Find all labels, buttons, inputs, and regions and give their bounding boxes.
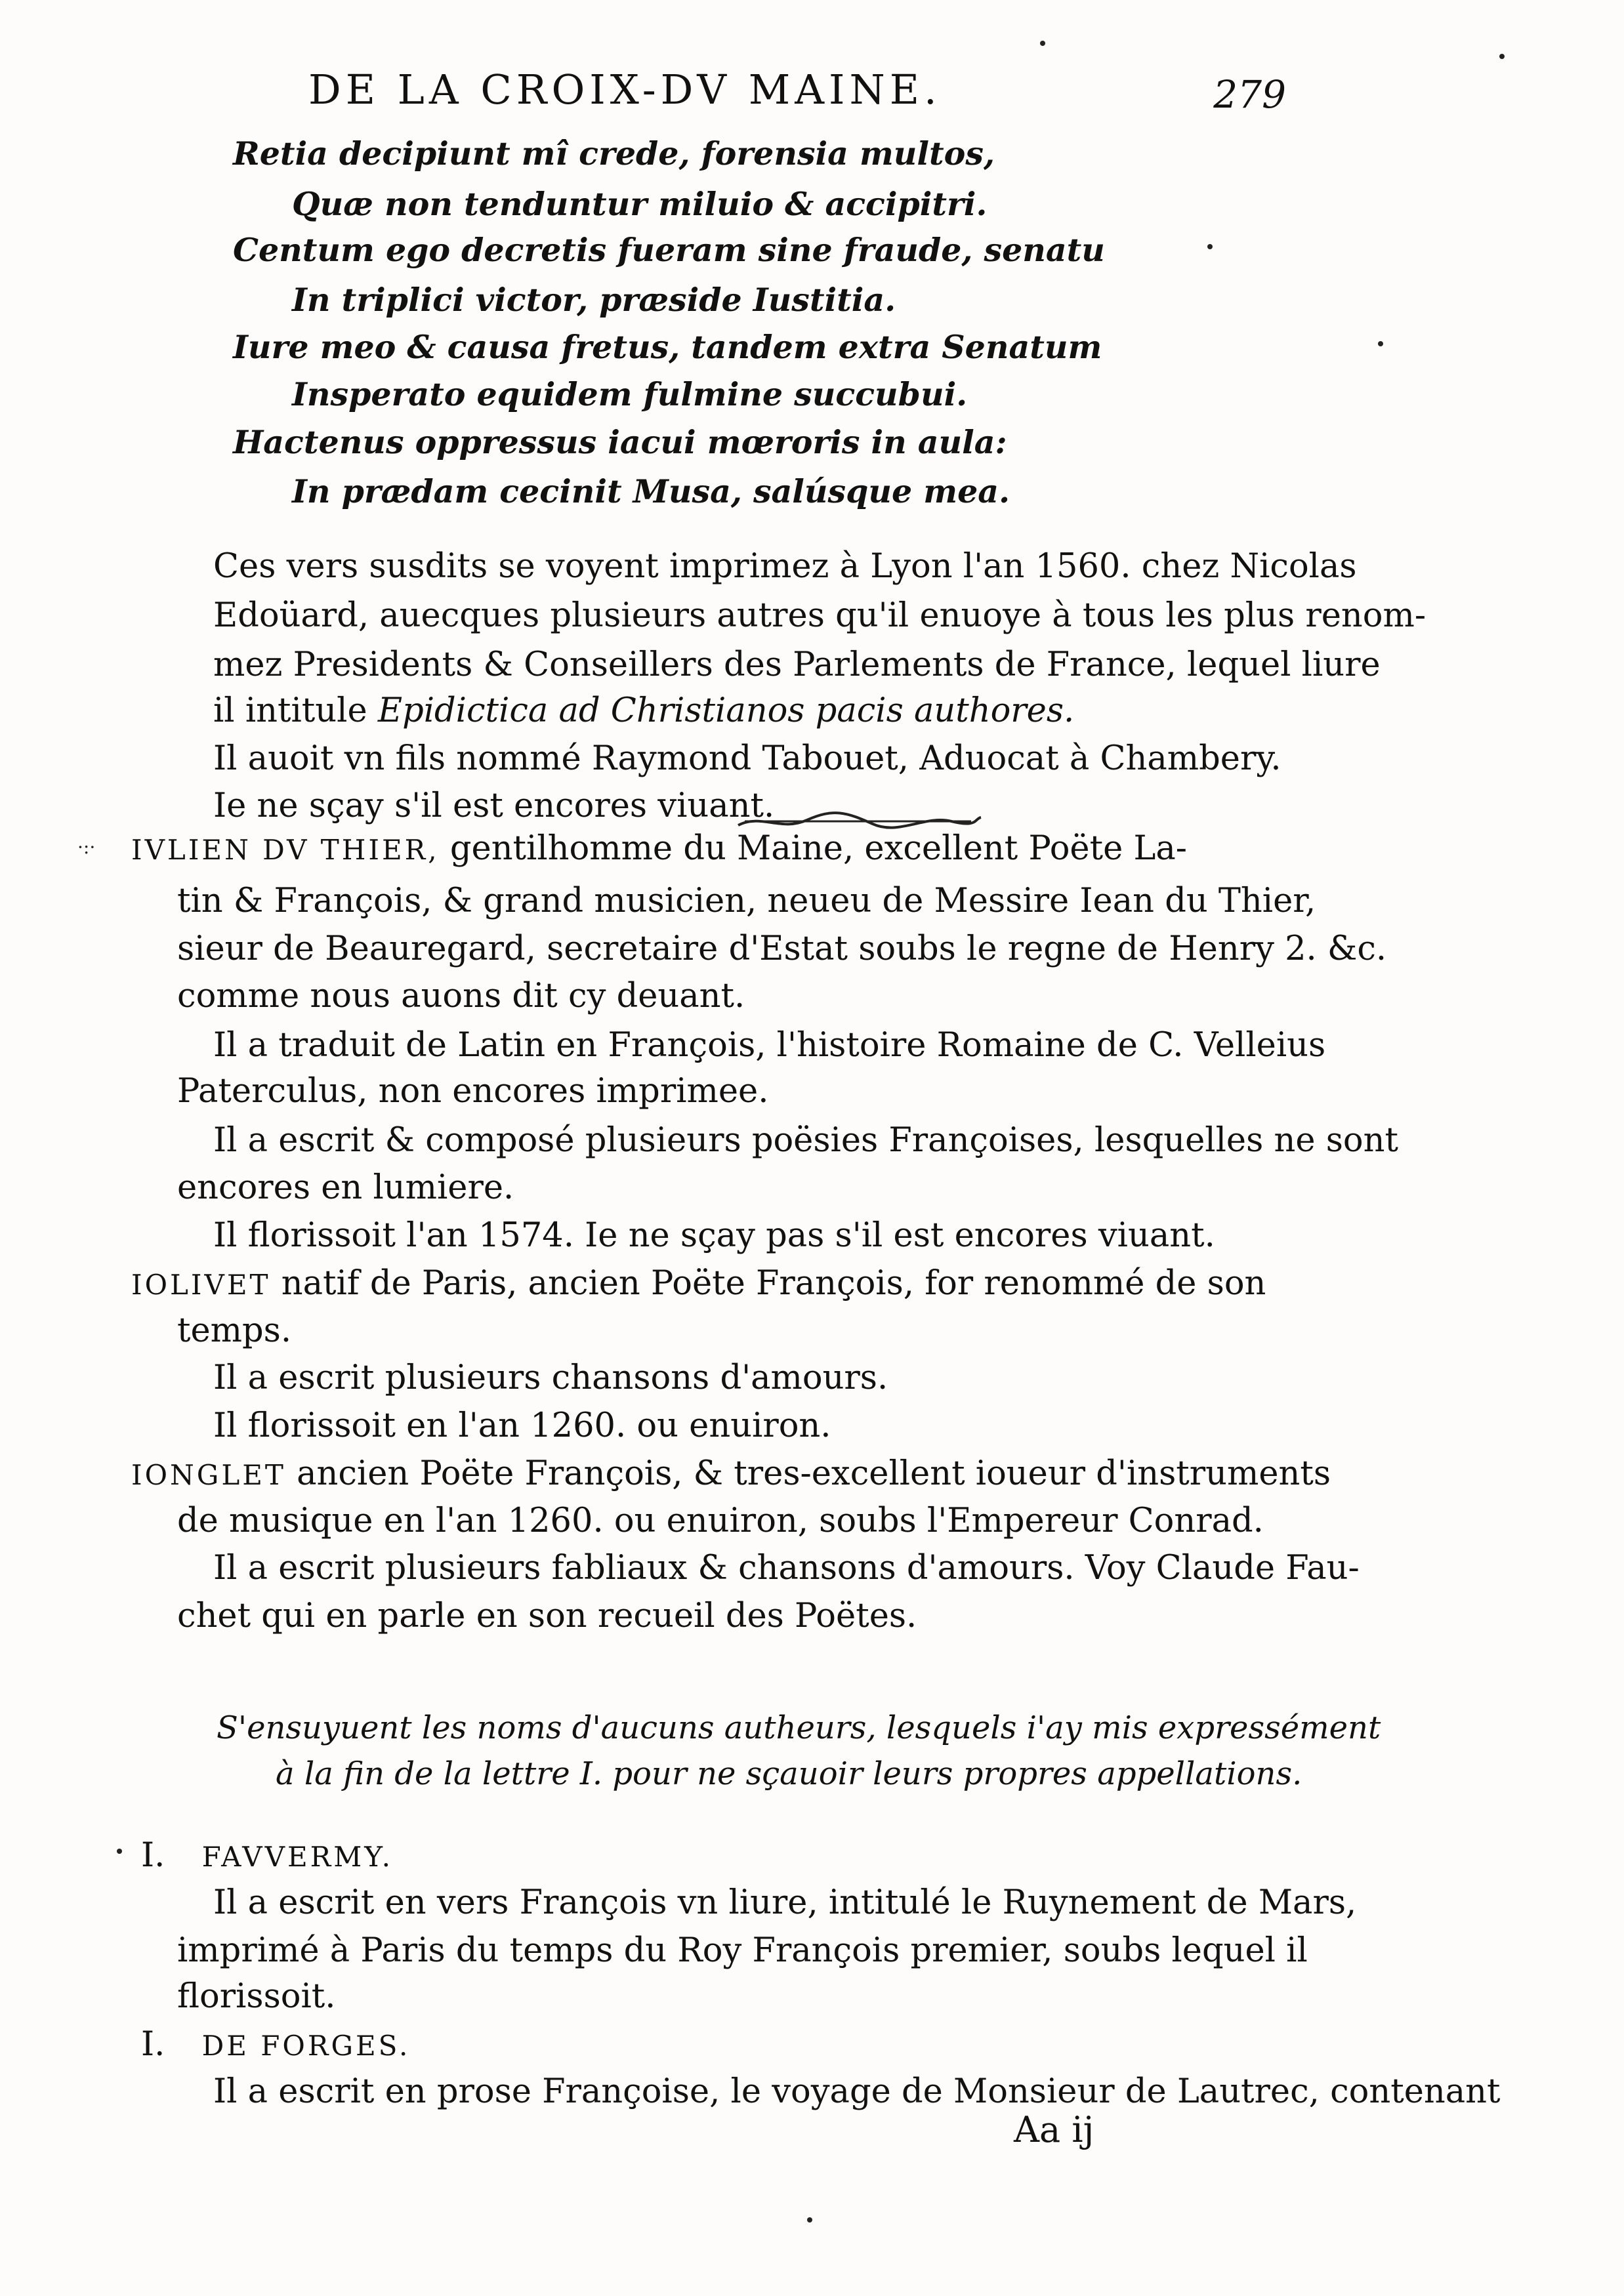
body-line: Ces vers susdits se voyent imprimez à Lyon l'an 1560. chez Nicolas xyxy=(213,547,1357,586)
author-name: DE FORGES. xyxy=(201,2030,411,2062)
body-line: Paterculus, non encores imprimee. xyxy=(177,1072,769,1111)
body-line: Il a traduit de Latin en François, l'histoire Romaine de C. Velleius xyxy=(213,1026,1326,1065)
body-line: Il a escrit en prose Françoise, le voyage de Monsieur de Lautrec, contenant xyxy=(213,2072,1501,2111)
author-name: FAVVERMY. xyxy=(201,1841,393,1873)
signature-catchword: Aa ij xyxy=(1014,2109,1094,2150)
body-line: encores en lumiere. xyxy=(177,1168,514,1207)
body-line: sieur de Beauregard, secretaire d'Estat soubs le regne de Henry 2. &c. xyxy=(177,930,1387,968)
verse-line-8: In prædam cecinit Musa, salúsque mea. xyxy=(292,472,1010,510)
body-text: il intitule xyxy=(213,691,378,730)
body-line: comme nous auons dit cy deuant. xyxy=(177,977,745,1015)
page-number: 279 xyxy=(1213,72,1286,117)
body-line: Il a escrit plusieurs chansons d'amours. xyxy=(213,1359,888,1397)
initial: I. xyxy=(141,1836,165,1875)
body-line: imprimé à Paris du temps du Roy François premier, soubs lequel il xyxy=(177,1931,1308,1970)
body-line: tin & François, & grand musicien, neueu de Messire Iean du Thier, xyxy=(177,882,1316,920)
body-line: de musique en l'an 1260. ou enuiron, soubs l'Empereur Conrad. xyxy=(177,1502,1264,1540)
entry-ionglet-line-1 xyxy=(131,1448,1331,1501)
ink-speck xyxy=(1040,41,1045,46)
body-line: chet qui en parle en son recueil des Poëtes. xyxy=(177,1597,917,1635)
entry-forges-heading xyxy=(141,2019,410,2072)
entry-julien-line-1 xyxy=(131,823,1187,876)
author-name: IONGLET xyxy=(131,1459,286,1491)
verse-line-5: Iure meo & causa fretus, tandem extra Senatum xyxy=(233,328,1102,366)
initial: I. xyxy=(141,2025,165,2064)
body-line: temps. xyxy=(177,1311,292,1350)
body-line: Il a escrit & composé plusieurs poësies Françoises, lesquelles ne sont xyxy=(213,1121,1398,1160)
running-head: DE LA CROIX-DV MAINE. xyxy=(308,66,942,113)
verse-line-1: Retia decipiunt mî crede, forensia multos, xyxy=(233,134,995,173)
body-line: Edoüard, auecques plusieurs autres qu'il enuoye à tous les plus renom- xyxy=(213,596,1426,635)
body-line xyxy=(213,686,1074,737)
body-line: Il florissoit en l'an 1260. ou enuiron. xyxy=(213,1406,831,1445)
author-name: IVLIEN DV THIER, xyxy=(131,834,440,866)
page-header xyxy=(308,66,1286,138)
verse-line-3: Centum ego decretis fueram sine fraude, senatu xyxy=(233,231,1105,269)
body-line: mez Presidents & Conseillers des Parlements de France, lequel liure xyxy=(213,646,1381,684)
ink-speck xyxy=(1207,244,1213,249)
body-line: Il florissoit l'an 1574. Ie ne sçay pas s'il est encores viuant. xyxy=(213,1216,1215,1255)
body-line: Il a escrit plusieurs fabliaux & chansons d'amours. Voy Claude Fau- xyxy=(213,1549,1360,1588)
margin-dot xyxy=(117,1849,122,1854)
entry-iolivet-line-1 xyxy=(131,1258,1266,1311)
book-title: Epidictica ad Christianos pacis authores. xyxy=(377,691,1075,730)
body-line: Ie ne sçay s'il est encores viuant. xyxy=(213,787,775,825)
verse-line-2: Quæ non tenduntur miluio & accipitri. xyxy=(292,185,988,223)
ink-speck xyxy=(1378,341,1383,346)
verse-line-7: Hactenus oppressus iacui mœroris in aula: xyxy=(233,423,1007,461)
body-line: florissoit. xyxy=(177,1977,336,2016)
rubric-line-2: à la fin de la lettre I. pour ne sçauoir leurs propres appellations. xyxy=(276,1755,1302,1792)
entry-fauvermy-heading xyxy=(141,1830,393,1883)
body-line: Il auoit vn fils nommé Raymond Tabouet, Aduocat à Chambery. xyxy=(213,739,1281,778)
body-text: ancien Poëte François, & tres-excellent ioueur d'instruments xyxy=(285,1454,1331,1493)
ink-speck xyxy=(1499,54,1505,59)
author-name: IOLIVET xyxy=(131,1269,271,1301)
body-text: gentilhomme du Maine, excellent Poëte La- xyxy=(439,829,1187,868)
verse-line-4: In triplici victor, præside Iustitia. xyxy=(292,281,896,319)
ink-speck xyxy=(807,2217,812,2223)
verse-line-6: Insperato equidem fulmine succubui. xyxy=(292,375,968,413)
body-text: natif de Paris, ancien Poëte François, for renommé de son xyxy=(270,1264,1266,1303)
body-line: Il a escrit en vers François vn liure, intitulé le Ruynement de Mars, xyxy=(213,1883,1357,1922)
rubric-line-1: S'ensuyuent les noms d'aucuns autheurs, lesquels i'ay mis expressément xyxy=(217,1710,1381,1746)
margin-mark: ·:· xyxy=(77,836,96,858)
